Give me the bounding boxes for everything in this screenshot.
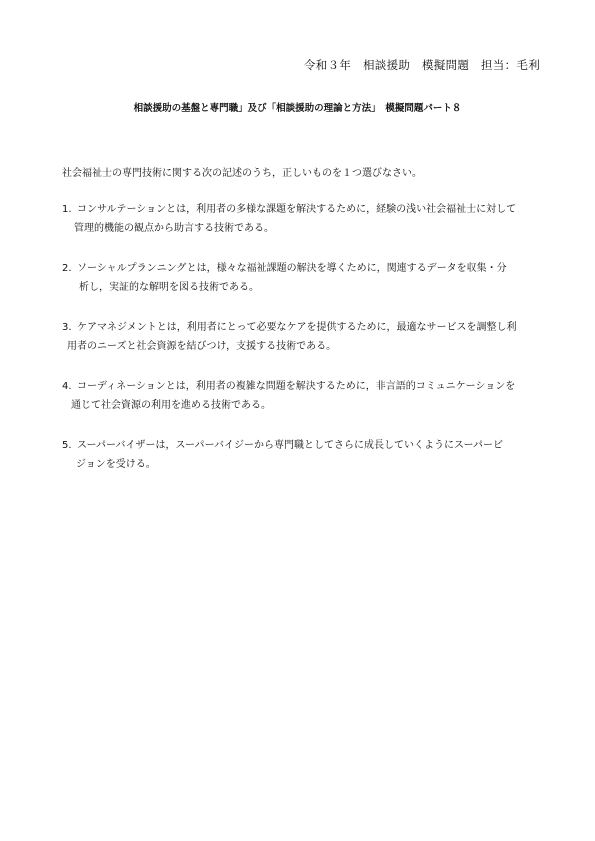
answer-options <box>62 203 552 498</box>
option-text-line2: 通じて社会資源の利用を進める技術である。 <box>71 400 271 411</box>
header-text: 令和３年 相談援助 模擬問題 担当：毛利 <box>304 58 540 72</box>
option-text-line2: 析し，実証的な解明を図る技術である。 <box>79 282 259 293</box>
option-text-line1: ソーシャルプランニングとは，様々な福祉課題の解決を導くために，関連するデータを収集・分 <box>77 263 507 274</box>
option-4 <box>62 380 552 439</box>
option-text-line1: コーディネーションとは，利用者の複雑な問題を解決するために，非言語的コミュニケーションを <box>77 381 516 392</box>
option-text-line1: スーパーバイザーは，スーパーバイジーから専門職としてさらに成長していくようにスーパービ <box>77 440 503 451</box>
option-text-line1: ケアマネジメントとは，利用者にとって必要なケアを提供するために，最適なサービスを調整し利 <box>77 322 517 333</box>
question-text: 社会福祉士の専門技術に関する次の記述のうち，正しいものを１つ選びなさい。 <box>62 168 422 179</box>
option-text-line2: 用者のニーズと社会資源を結びつけ，支援する技術である。 <box>67 341 337 352</box>
option-1 <box>62 203 552 262</box>
option-number: 2. <box>62 263 72 274</box>
option-2 <box>62 262 552 321</box>
option-5 <box>62 439 552 498</box>
option-number: 3. <box>62 322 72 333</box>
option-number: 4. <box>62 381 72 392</box>
option-text-line2: ジョンを受ける。 <box>76 459 156 470</box>
document-title: 相談援助の基盤と専門職」及び「相談援助の理論と方法」 模擬問題パート８ <box>133 103 462 114</box>
option-text-line1: コンサルテーションとは，利用者の多様な課題を解決するために，経験の浅い社会福祉士に対して <box>77 204 517 215</box>
option-number: 1. <box>62 204 72 215</box>
option-number: 5. <box>62 440 72 451</box>
option-text-line2: 管理的機能の観点から助言する技術である。 <box>74 223 274 234</box>
option-3 <box>62 321 552 380</box>
